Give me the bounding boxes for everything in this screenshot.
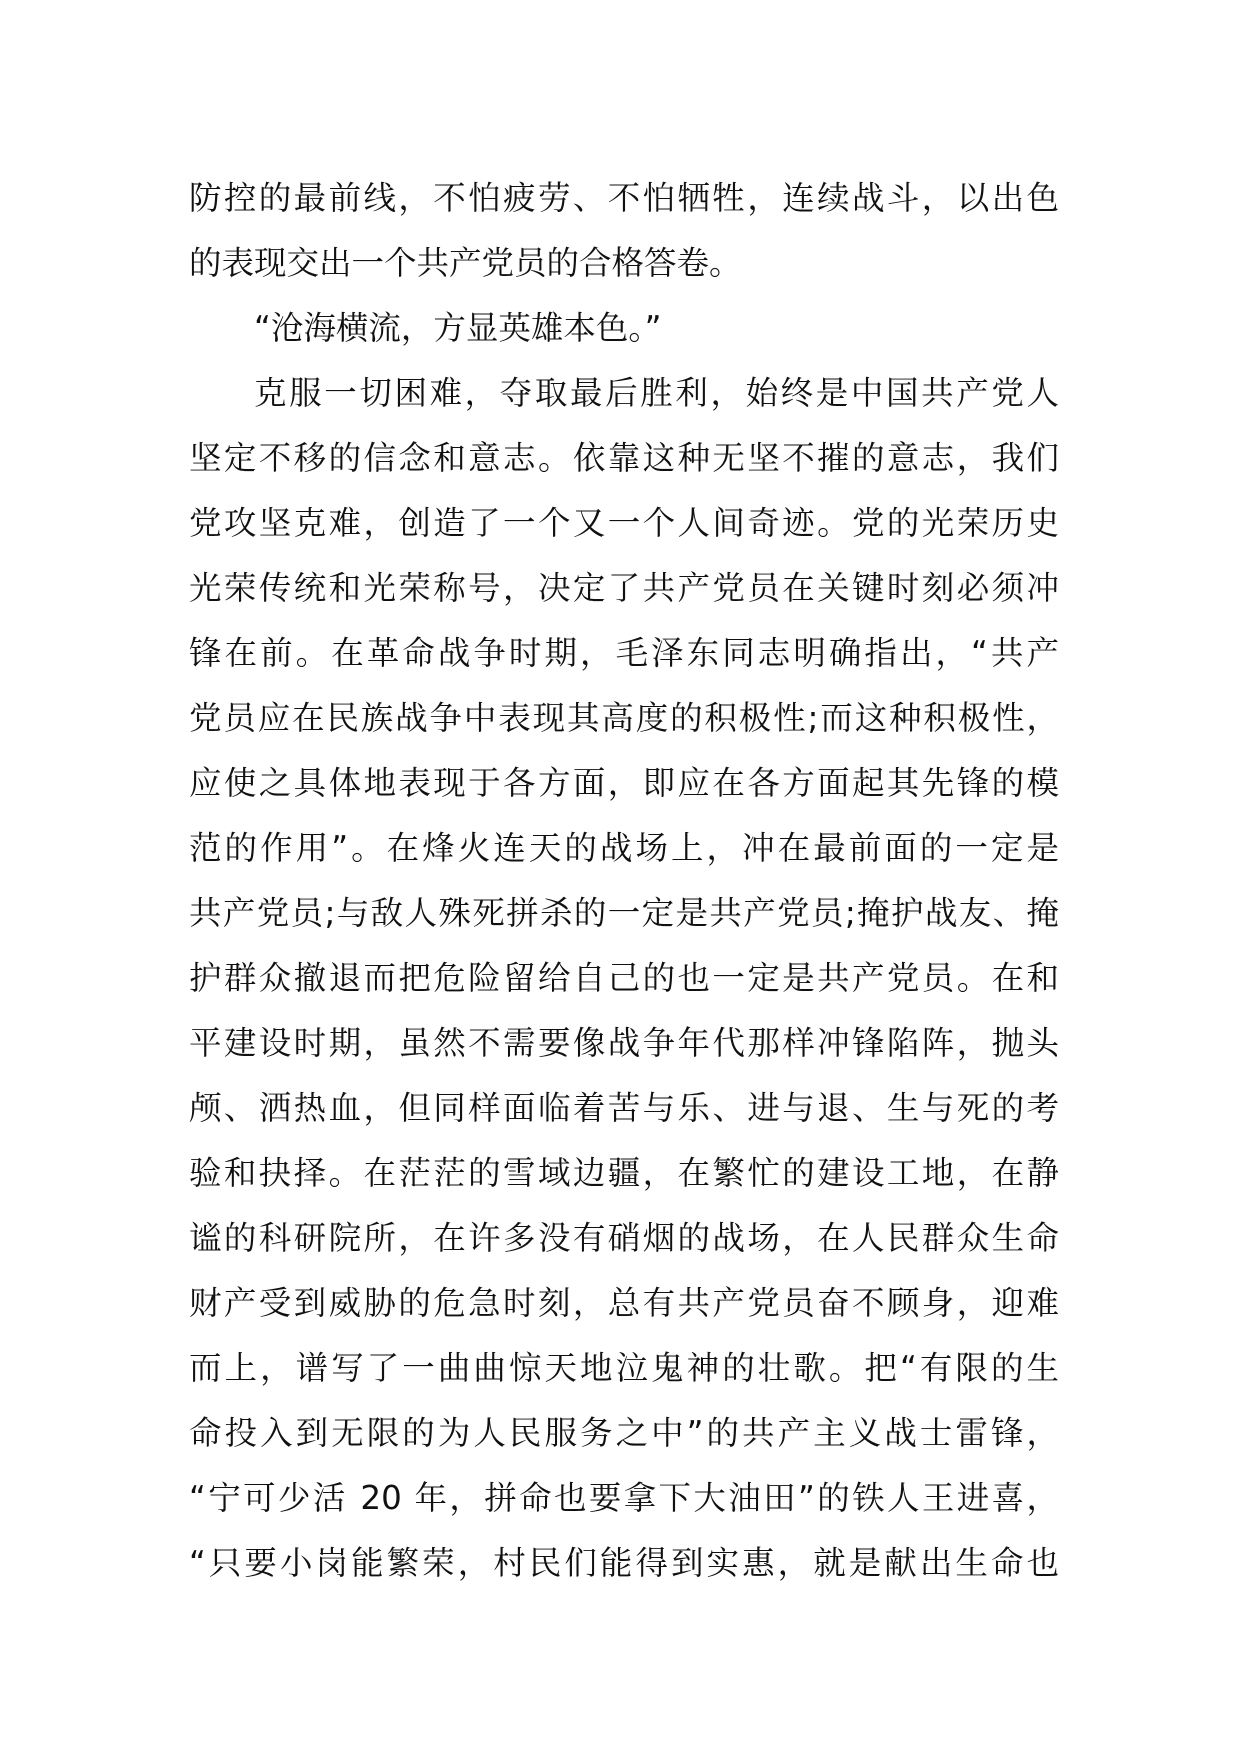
text-line: 平建设时期，虽然不需要像战争年代那样冲锋陷阵，抛头 <box>189 1024 1059 1062</box>
text-line: 防控的最前线，不怕疲劳、不怕牺牲，连续战斗，以出色 <box>189 179 1059 217</box>
text-line: 范的作用”。在烽火连天的战场上，冲在最前面的一定是 <box>189 829 1059 867</box>
text-line: 而上，谱写了一曲曲惊天地泣鬼神的壮歌。把“有限的生 <box>189 1349 1059 1387</box>
text-line: 光荣传统和光荣称号，决定了共产党员在关键时刻必须冲 <box>189 569 1059 607</box>
text-line: 的表现交出一个共产党员的合格答卷。 <box>189 244 742 282</box>
body-text <box>189 166 1059 1596</box>
text-line: “只要小岗能繁荣，村民们能得到实惠，就是献出生命也 <box>189 1544 1059 1582</box>
text-line: 财产受到威胁的危急时刻，总有共产党员奋不顾身，迎难 <box>189 1284 1059 1322</box>
text-line: 应使之具体地表现于各方面，即应在各方面起其先锋的模 <box>189 764 1059 802</box>
paragraph-first-line: 克服一切困难，夺取最后胜利，始终是中国共产党人 <box>254 374 1059 412</box>
text-line: 命投入到无限的为人民服务之中”的共产主义战士雷锋， <box>189 1414 1059 1452</box>
text-line: 党员应在民族战争中表现其高度的积极性;而这种积极性， <box>189 699 1059 737</box>
text-line: 验和抉择。在茫茫的雪域边疆，在繁忙的建设工地，在静 <box>189 1154 1059 1192</box>
text-line: 锋在前。在革命战争时期，毛泽东同志明确指出，“共产 <box>189 634 1059 672</box>
text-line: 谧的科研院所，在许多没有硝烟的战场，在人民群众生命 <box>189 1219 1059 1257</box>
quote-line: “沧海横流，方显英雄本色。” <box>254 309 662 347</box>
text-line: 共产党员;与敌人殊死拼杀的一定是共产党员;掩护战友、掩 <box>189 894 1059 932</box>
text-line: 党攻坚克难，创造了一个又一个人间奇迹。党的光荣历史 <box>189 504 1059 542</box>
text-line: 颅、洒热血，但同样面临着苦与乐、进与退、生与死的考 <box>189 1089 1059 1127</box>
text-line: 护群众撤退而把危险留给自己的也一定是共产党员。在和 <box>189 959 1059 997</box>
text-line: “宁可少活 20 年，拼命也要拿下大油田”的铁人王进喜， <box>189 1479 1059 1517</box>
text-line: 坚定不移的信念和意志。依靠这种无坚不摧的意志，我们 <box>189 439 1059 477</box>
